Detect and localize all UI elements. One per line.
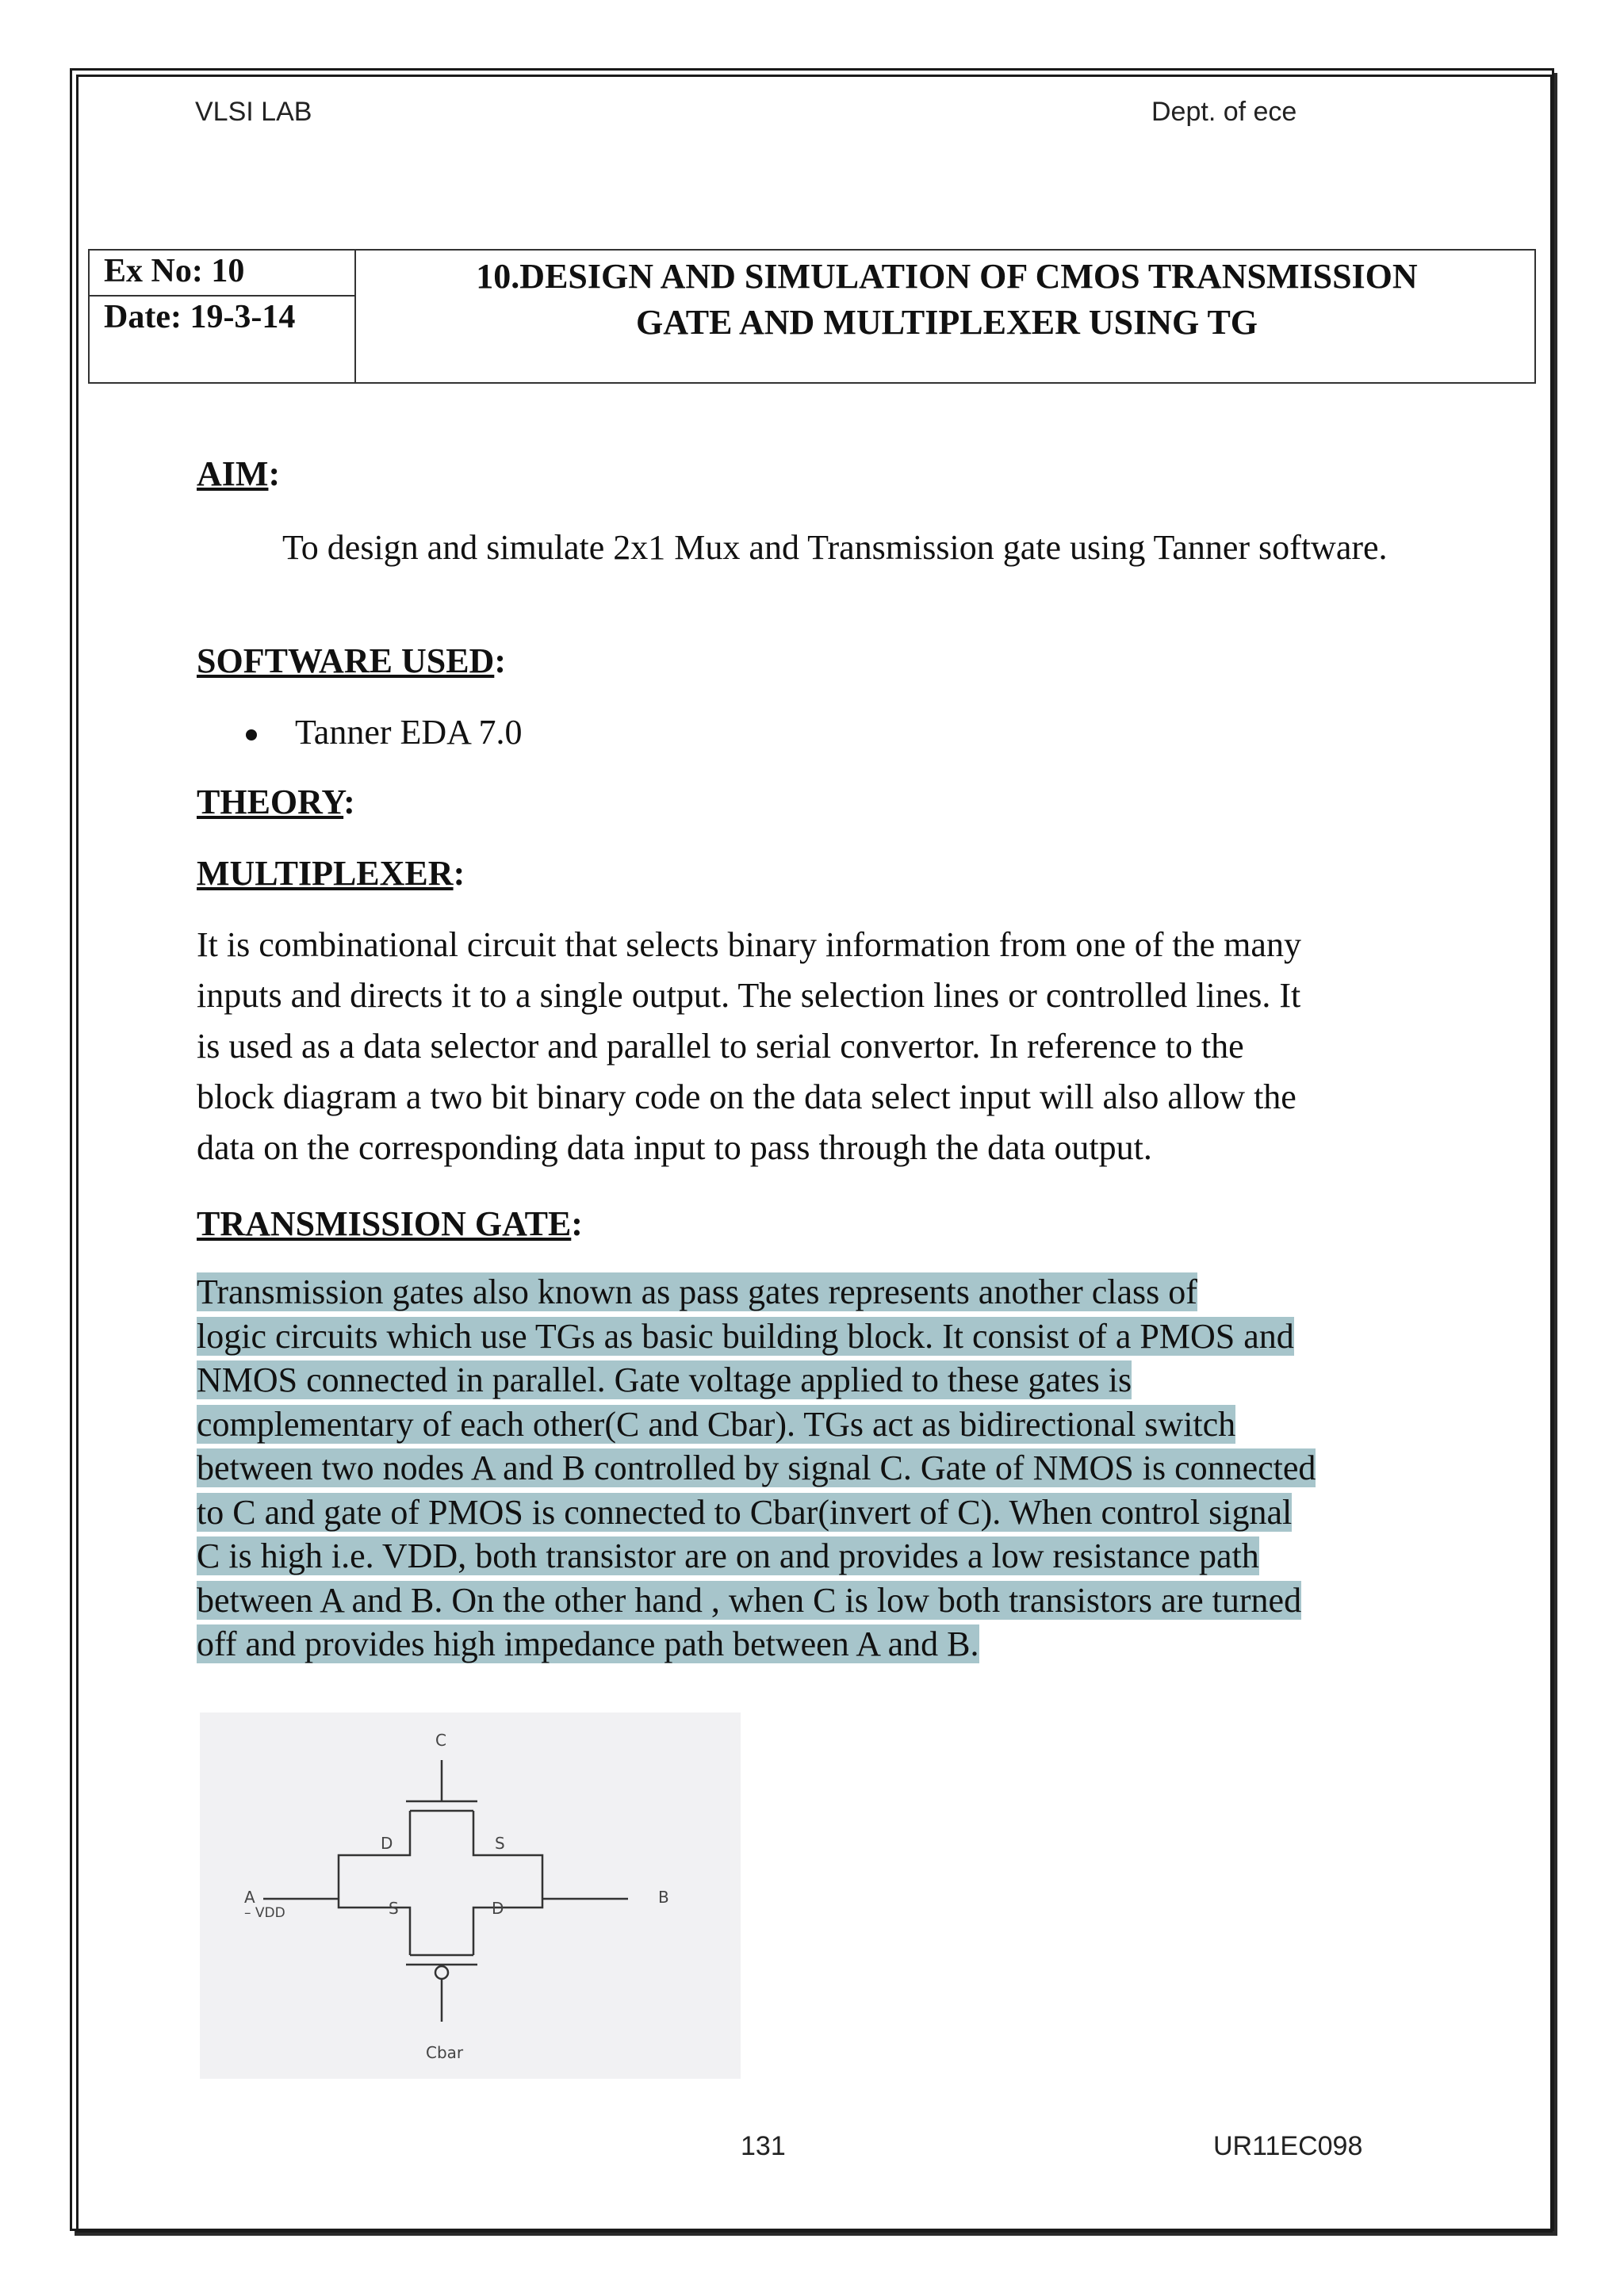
student-id: UR11EC098 — [1213, 2131, 1363, 2161]
transmission-gate-diagram — [200, 1712, 741, 2079]
highlighted-line: between two nodes A and B controlled by signal C. Gate of NMOS is connected — [197, 1448, 1316, 1487]
header-department: Dept. of ece — [1151, 97, 1297, 127]
highlighted-line: complementary of each other(C and Cbar). TGs act as bidirectional switch — [197, 1404, 1236, 1444]
transmission-gate-heading: TRANSMISSION GATE: — [197, 1204, 583, 1243]
page-number: 131 — [741, 2131, 786, 2161]
paragraph-line: inputs and directs it to a single output. The selection lines or controlled lines. It — [197, 976, 1301, 1015]
exercise-title-line-1: 10.DESIGN AND SIMULATION OF CMOS TRANSMISSION — [476, 257, 1418, 296]
label-b: B — [658, 1888, 669, 1907]
transmission-gate-schematic — [200, 1712, 741, 2079]
right-arm — [473, 1811, 542, 1955]
paragraph-line: data on the corresponding data input to pass through the data output. — [197, 1128, 1152, 1167]
paragraph-line: It is combinational circuit that selects binary information from one of the many — [197, 925, 1301, 964]
highlighted-line: NMOS connected in parallel. Gate voltage applied to these gates is — [197, 1360, 1132, 1399]
label-cbar: Cbar — [426, 2043, 464, 2062]
exercise-date: Date: 19-3-14 — [104, 299, 296, 335]
aim-heading: AIM: — [197, 454, 281, 493]
highlighted-line: off and provides high impedance path between A and B. — [197, 1624, 979, 1663]
pmos-bubble — [435, 1966, 448, 1979]
label-d-top: D — [381, 1834, 393, 1853]
highlighted-line: between A and B. On the other hand , when C is low both transistors are turned — [197, 1580, 1302, 1620]
bullet-icon — [246, 729, 257, 740]
theory-heading: THEORY: — [197, 783, 355, 821]
software-heading: SOFTWARE USED: — [197, 641, 506, 680]
label-a: A — [244, 1888, 255, 1907]
exercise-title — [356, 254, 1538, 346]
label-d-bottom: D — [492, 1899, 504, 1918]
paragraph-line: block diagram a two bit binary code on the data select input will also allow the — [197, 1077, 1297, 1116]
exercise-header-table — [88, 249, 1536, 384]
label-s-bottom: S — [389, 1899, 399, 1918]
highlighted-line: Transmission gates also known as pass gates represents another class of — [197, 1272, 1197, 1311]
highlighted-line: C is high i.e. VDD, both transistor are on and provides a low resistance path — [197, 1536, 1259, 1575]
label-s-top: S — [495, 1834, 505, 1853]
label-vdd: – VDD — [244, 1905, 285, 1921]
aim-text: To design and simulate 2x1 Mux and Transmission gate using Tanner software. — [282, 528, 1388, 567]
paragraph-line: is used as a data selector and parallel to serial convertor. In reference to the — [197, 1027, 1244, 1066]
highlighted-line: logic circuits which use TGs as basic building block. It consist of a PMOS and — [197, 1316, 1294, 1356]
exercise-number: Ex No: 10 — [104, 253, 245, 289]
header-lab-name: VLSI LAB — [195, 97, 312, 127]
label-c: C — [435, 1731, 446, 1750]
multiplexer-heading: MULTIPLEXER: — [197, 854, 465, 893]
multiplexer-paragraph — [197, 920, 1434, 1173]
left-arm — [339, 1811, 410, 1955]
software-item-label: Tanner EDA 7.0 — [295, 713, 523, 752]
transmission-gate-paragraph — [197, 1270, 1316, 1667]
table-divider-horizontal — [90, 295, 354, 297]
highlighted-line: to C and gate of PMOS is connected to Cbar(invert of C). When control signal — [197, 1492, 1293, 1532]
exercise-title-line-2: GATE AND MULTIPLEXER USING TG — [635, 303, 1258, 342]
